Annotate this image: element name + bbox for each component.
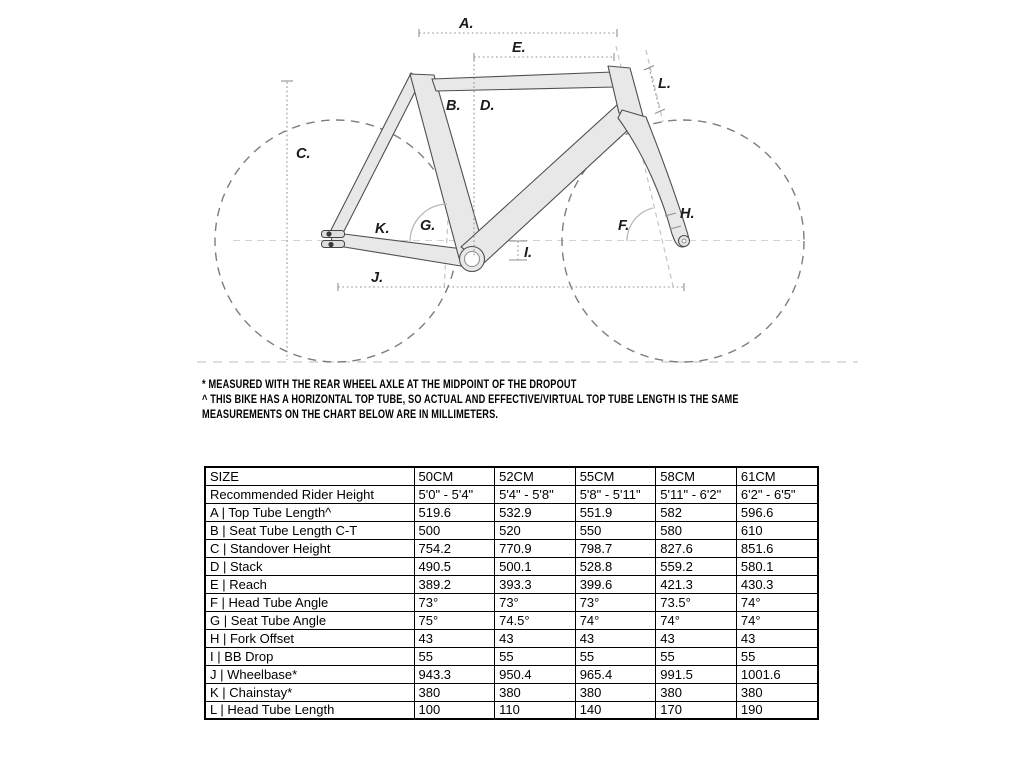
table-row bbox=[205, 539, 818, 557]
size-header-row bbox=[205, 467, 818, 485]
value-cell: 770.9 bbox=[495, 539, 576, 557]
value-cell: 580 bbox=[656, 521, 737, 539]
value-cell: 74° bbox=[736, 593, 818, 611]
value-cell: 519.6 bbox=[414, 503, 495, 521]
label-I-icon: I. bbox=[524, 245, 533, 261]
table-row bbox=[205, 683, 818, 701]
value-cell: 798.7 bbox=[575, 539, 656, 557]
label-F-icon: F. bbox=[618, 218, 630, 234]
footnote-horizontal-tt: ^ THIS BIKE HAS A HORIZONTAL TOP TUBE, SO ACTUAL AND EFFECTIVE/VIRTUAL TOP TUBE LENGTH IS THE SAME bbox=[202, 394, 739, 407]
value-cell: 754.2 bbox=[414, 539, 495, 557]
front-axle-hole bbox=[682, 239, 686, 243]
value-cell: 500.1 bbox=[495, 557, 576, 575]
chainstay bbox=[331, 232, 471, 267]
dim-tick bbox=[655, 109, 665, 114]
value-cell: 5'4" - 5'8" bbox=[495, 485, 576, 503]
label-C-icon: C. bbox=[296, 146, 311, 162]
value-cell: 61CM bbox=[736, 467, 818, 485]
value-cell: 55 bbox=[495, 647, 576, 665]
down-tube bbox=[461, 104, 642, 263]
table-row bbox=[205, 701, 818, 719]
value-cell: 430.3 bbox=[736, 575, 818, 593]
value-cell: 851.6 bbox=[736, 539, 818, 557]
value-cell: 559.2 bbox=[656, 557, 737, 575]
geometry-table-body bbox=[205, 467, 818, 719]
label-K-icon: K. bbox=[375, 221, 390, 237]
value-cell: 528.8 bbox=[575, 557, 656, 575]
value-cell: 380 bbox=[736, 683, 818, 701]
table-row bbox=[205, 485, 818, 503]
table-row bbox=[205, 503, 818, 521]
label-D-icon: D. bbox=[480, 98, 495, 114]
row-label-cell: Recommended Rider Height bbox=[205, 485, 414, 503]
value-cell: 580.1 bbox=[736, 557, 818, 575]
value-cell: 500 bbox=[414, 521, 495, 539]
label-L-icon: L. bbox=[658, 76, 671, 92]
row-label-cell: B | Seat Tube Length C-T bbox=[205, 521, 414, 539]
value-cell: 421.3 bbox=[656, 575, 737, 593]
rear-dropout-slot-upper bbox=[322, 231, 345, 238]
value-cell: 5'0" - 5'4" bbox=[414, 485, 495, 503]
seat-stay bbox=[331, 73, 421, 237]
value-cell: 43 bbox=[656, 629, 737, 647]
row-label-cell: A | Top Tube Length^ bbox=[205, 503, 414, 521]
value-cell: 380 bbox=[656, 683, 737, 701]
value-cell: 520 bbox=[495, 521, 576, 539]
footnotes bbox=[202, 378, 739, 424]
value-cell: 389.2 bbox=[414, 575, 495, 593]
geometry-table bbox=[204, 466, 819, 720]
value-cell: 596.6 bbox=[736, 503, 818, 521]
geometry-table-wrap bbox=[204, 466, 819, 720]
top-tube bbox=[432, 72, 616, 91]
row-label-cell: SIZE bbox=[205, 467, 414, 485]
value-cell: 74° bbox=[575, 611, 656, 629]
label-J-icon: J. bbox=[371, 270, 384, 286]
label-E-icon: E. bbox=[512, 40, 526, 56]
bottom-bracket-bore bbox=[465, 252, 480, 267]
value-cell: 170 bbox=[656, 701, 737, 719]
row-label-cell: L | Head Tube Length bbox=[205, 701, 414, 719]
value-cell: 965.4 bbox=[575, 665, 656, 683]
value-cell: 55 bbox=[575, 647, 656, 665]
label-A-icon: A. bbox=[459, 16, 474, 32]
row-label-cell: G | Seat Tube Angle bbox=[205, 611, 414, 629]
row-label-cell: F | Head Tube Angle bbox=[205, 593, 414, 611]
value-cell: 58CM bbox=[656, 467, 737, 485]
value-cell: 43 bbox=[495, 629, 576, 647]
value-cell: 74° bbox=[736, 611, 818, 629]
value-cell: 380 bbox=[495, 683, 576, 701]
label-G-icon: G. bbox=[420, 218, 436, 234]
value-cell: 74° bbox=[656, 611, 737, 629]
value-cell: 380 bbox=[414, 683, 495, 701]
footnote-measured: * MEASURED WITH THE REAR WHEEL AXLE AT THE MIDPOINT OF THE DROPOUT bbox=[202, 379, 577, 391]
value-cell: 55 bbox=[656, 647, 737, 665]
rear-axle-bolt-lower bbox=[328, 242, 333, 247]
table-row bbox=[205, 647, 818, 665]
value-cell: 827.6 bbox=[656, 539, 737, 557]
value-cell: 950.4 bbox=[495, 665, 576, 683]
value-cell: 490.5 bbox=[414, 557, 495, 575]
value-cell: 55 bbox=[414, 647, 495, 665]
rear-axle-bolt-upper bbox=[326, 231, 331, 236]
value-cell: 73° bbox=[495, 593, 576, 611]
value-cell: 75° bbox=[414, 611, 495, 629]
table-row bbox=[205, 593, 818, 611]
value-cell: 74.5° bbox=[495, 611, 576, 629]
value-cell: 110 bbox=[495, 701, 576, 719]
table-row bbox=[205, 575, 818, 593]
row-label-cell: J | Wheelbase* bbox=[205, 665, 414, 683]
value-cell: 73° bbox=[414, 593, 495, 611]
value-cell: 55CM bbox=[575, 467, 656, 485]
value-cell: 399.6 bbox=[575, 575, 656, 593]
value-cell: 551.9 bbox=[575, 503, 656, 521]
table-row bbox=[205, 665, 818, 683]
value-cell: 52CM bbox=[495, 467, 576, 485]
footnote-millimeters: MEASUREMENTS ON THE CHART BELOW ARE IN MILLIMETERS. bbox=[202, 409, 499, 422]
row-label-cell: I | BB Drop bbox=[205, 647, 414, 665]
value-cell: 50CM bbox=[414, 467, 495, 485]
table-row bbox=[205, 521, 818, 539]
label-H-icon: H. bbox=[680, 206, 695, 222]
value-cell: 550 bbox=[575, 521, 656, 539]
row-label-cell: D | Stack bbox=[205, 557, 414, 575]
value-cell: 73° bbox=[575, 593, 656, 611]
value-cell: 5'11" - 6'2" bbox=[656, 485, 737, 503]
value-cell: 380 bbox=[575, 683, 656, 701]
value-cell: 991.5 bbox=[656, 665, 737, 683]
table-row bbox=[205, 629, 818, 647]
value-cell: 5'8" - 5'11" bbox=[575, 485, 656, 503]
row-label-cell: C | Standover Height bbox=[205, 539, 414, 557]
value-cell: 532.9 bbox=[495, 503, 576, 521]
value-cell: 43 bbox=[736, 629, 818, 647]
row-label-cell: K | Chainstay* bbox=[205, 683, 414, 701]
value-cell: 190 bbox=[736, 701, 818, 719]
table-row bbox=[205, 557, 818, 575]
value-cell: 582 bbox=[656, 503, 737, 521]
value-cell: 55 bbox=[736, 647, 818, 665]
row-label-cell: E | Reach bbox=[205, 575, 414, 593]
value-cell: 1001.6 bbox=[736, 665, 818, 683]
value-cell: 610 bbox=[736, 521, 818, 539]
table-row bbox=[205, 611, 818, 629]
value-cell: 43 bbox=[414, 629, 495, 647]
value-cell: 100 bbox=[414, 701, 495, 719]
row-label-cell: H | Fork Offset bbox=[205, 629, 414, 647]
value-cell: 943.3 bbox=[414, 665, 495, 683]
value-cell: 43 bbox=[575, 629, 656, 647]
label-B-icon: B. bbox=[446, 98, 461, 114]
value-cell: 6'2" - 6'5" bbox=[736, 485, 818, 503]
value-cell: 73.5° bbox=[656, 593, 737, 611]
value-cell: 140 bbox=[575, 701, 656, 719]
value-cell: 393.3 bbox=[495, 575, 576, 593]
head-angle-arc bbox=[627, 208, 653, 241]
